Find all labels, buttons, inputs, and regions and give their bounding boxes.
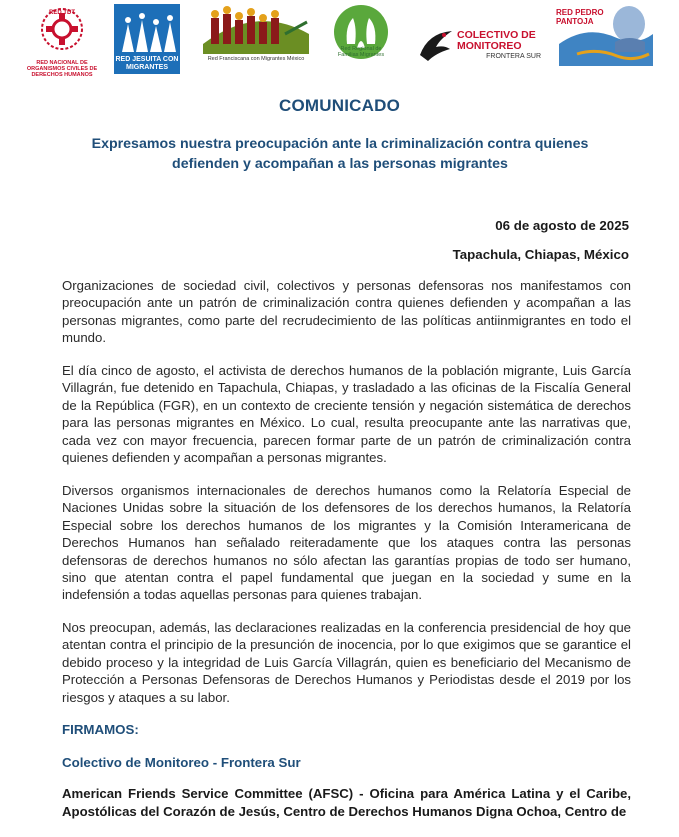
paragraph-1: Organizaciones de sociedad civil, colectivos y personas defensoras nos manifestamos con preocupación ante un patrón de criminalización contra quienes defienden y acompañan a las personas migrantes, como parte del recrudecimiento de las políticas antiinmigrantes en todo el mundo. [62,278,631,346]
logo-banner [0,0,679,88]
red-regional-logo [328,4,394,82]
colectivo-monitoreo-label: COLECTIVO DE MONITOREO [457,28,536,52]
page-subtitle: Expresamos nuestra preocupación ante la criminalización contra quienes defienden y acompañan a las personas migrantes [91,136,589,172]
colectivo-monitoreo-subtext: FRONTERA SUR [486,52,541,60]
signatory-list: American Friends Service Committee (AFSC) - Oficina para América Latina y el Caribe, Apostólicas del Corazón de Jesús, Centro de Derechos Humanos Digna Ochoa, Centro de [62,786,631,819]
bird-icon [418,25,454,65]
document-date: 06 de agosto de 2025 [495,218,629,233]
document-place: Tapachula, Chiapas, México [452,247,629,262]
paragraph-3: Diversos organismos internacionales de derechos humanos como la Relatoría Especial de Naciones Unidas sobre la situación de los defensores de los derechos humanos, la Relatoría Especial sobre los derechos humanos de los migrantes y la Comisión Interamericana de Derechos Humanos han señalado reiteradamente que los ataques contra las personas defensoras de derechos humanos no sólo afectan las garantías propias de todo ser humano, sino que atentan contra el papel fundamental que juegan en la sociedad y sume en la indefensión a todas aquellas personas para quienes trabajan. [62,483,631,603]
red-franciscana-label: Red Franciscana con Migrantes México [207,56,305,62]
red-pedro-pantoja-label: RED PEDRO PANTOJA [556,8,604,26]
signatory-colectivo: Colectivo de Monitoreo - Frontera Sur [62,755,301,770]
red-regional-label: Red Regional de Familias Migrantes [337,46,385,58]
red-jesuita-label: RED JESUITA CON MIGRANTES [114,54,180,74]
red-tdt-label: RED TDT [49,10,75,16]
page-title: COMUNICADO [279,96,400,115]
colectivo-monitoreo-logo [418,20,546,70]
red-jesuita-logo [110,4,184,82]
red-tdt-logo [22,4,102,82]
red-pedro-pantoja-logo [556,4,656,82]
migrants-group-icon [201,4,311,56]
red-tdt-subtext: RED NACIONAL DE ORGANISMOS CIVILES DE DERECHOS HUMANOS [26,60,98,78]
paragraph-4: Nos preocupan, además, las declaraciones realizadas en la conferencia presidencial de hoy que atentan contra el principio de la presunción de inocencia, por lo que exigimos que se garantice el debido proceso y la integridad de Luis García Villagrán, quien es beneficiario del Mecanismo de Protección a Personas Defensoras de Derechos Humanos y Periodistas desde el 2019 por los riesgos y ataques a su labor. [62,620,631,705]
red-franciscana-logo [200,4,312,82]
people-silhouettes-icon [114,4,180,54]
paragraph-2: El día cinco de agosto, el activista de derechos humanos de la población migrante, Luis García Villagrán, fue detenido en Tapachula, Chiapas, y trasladado a las oficinas de la Fiscalía General de la República (FGR), en un contexto de creciente tensión y negación sistemática de derechos para las personas migrantes en México. Lo cual, resulta preocupante ante las narrativas que, cada vez con mayor frecuencia, parecen formar parte de un patrón de criminalización contra quienes defienden y acompañan a personas migrantes. [62,363,631,466]
signatures-heading: FIRMAMOS: [62,722,139,737]
